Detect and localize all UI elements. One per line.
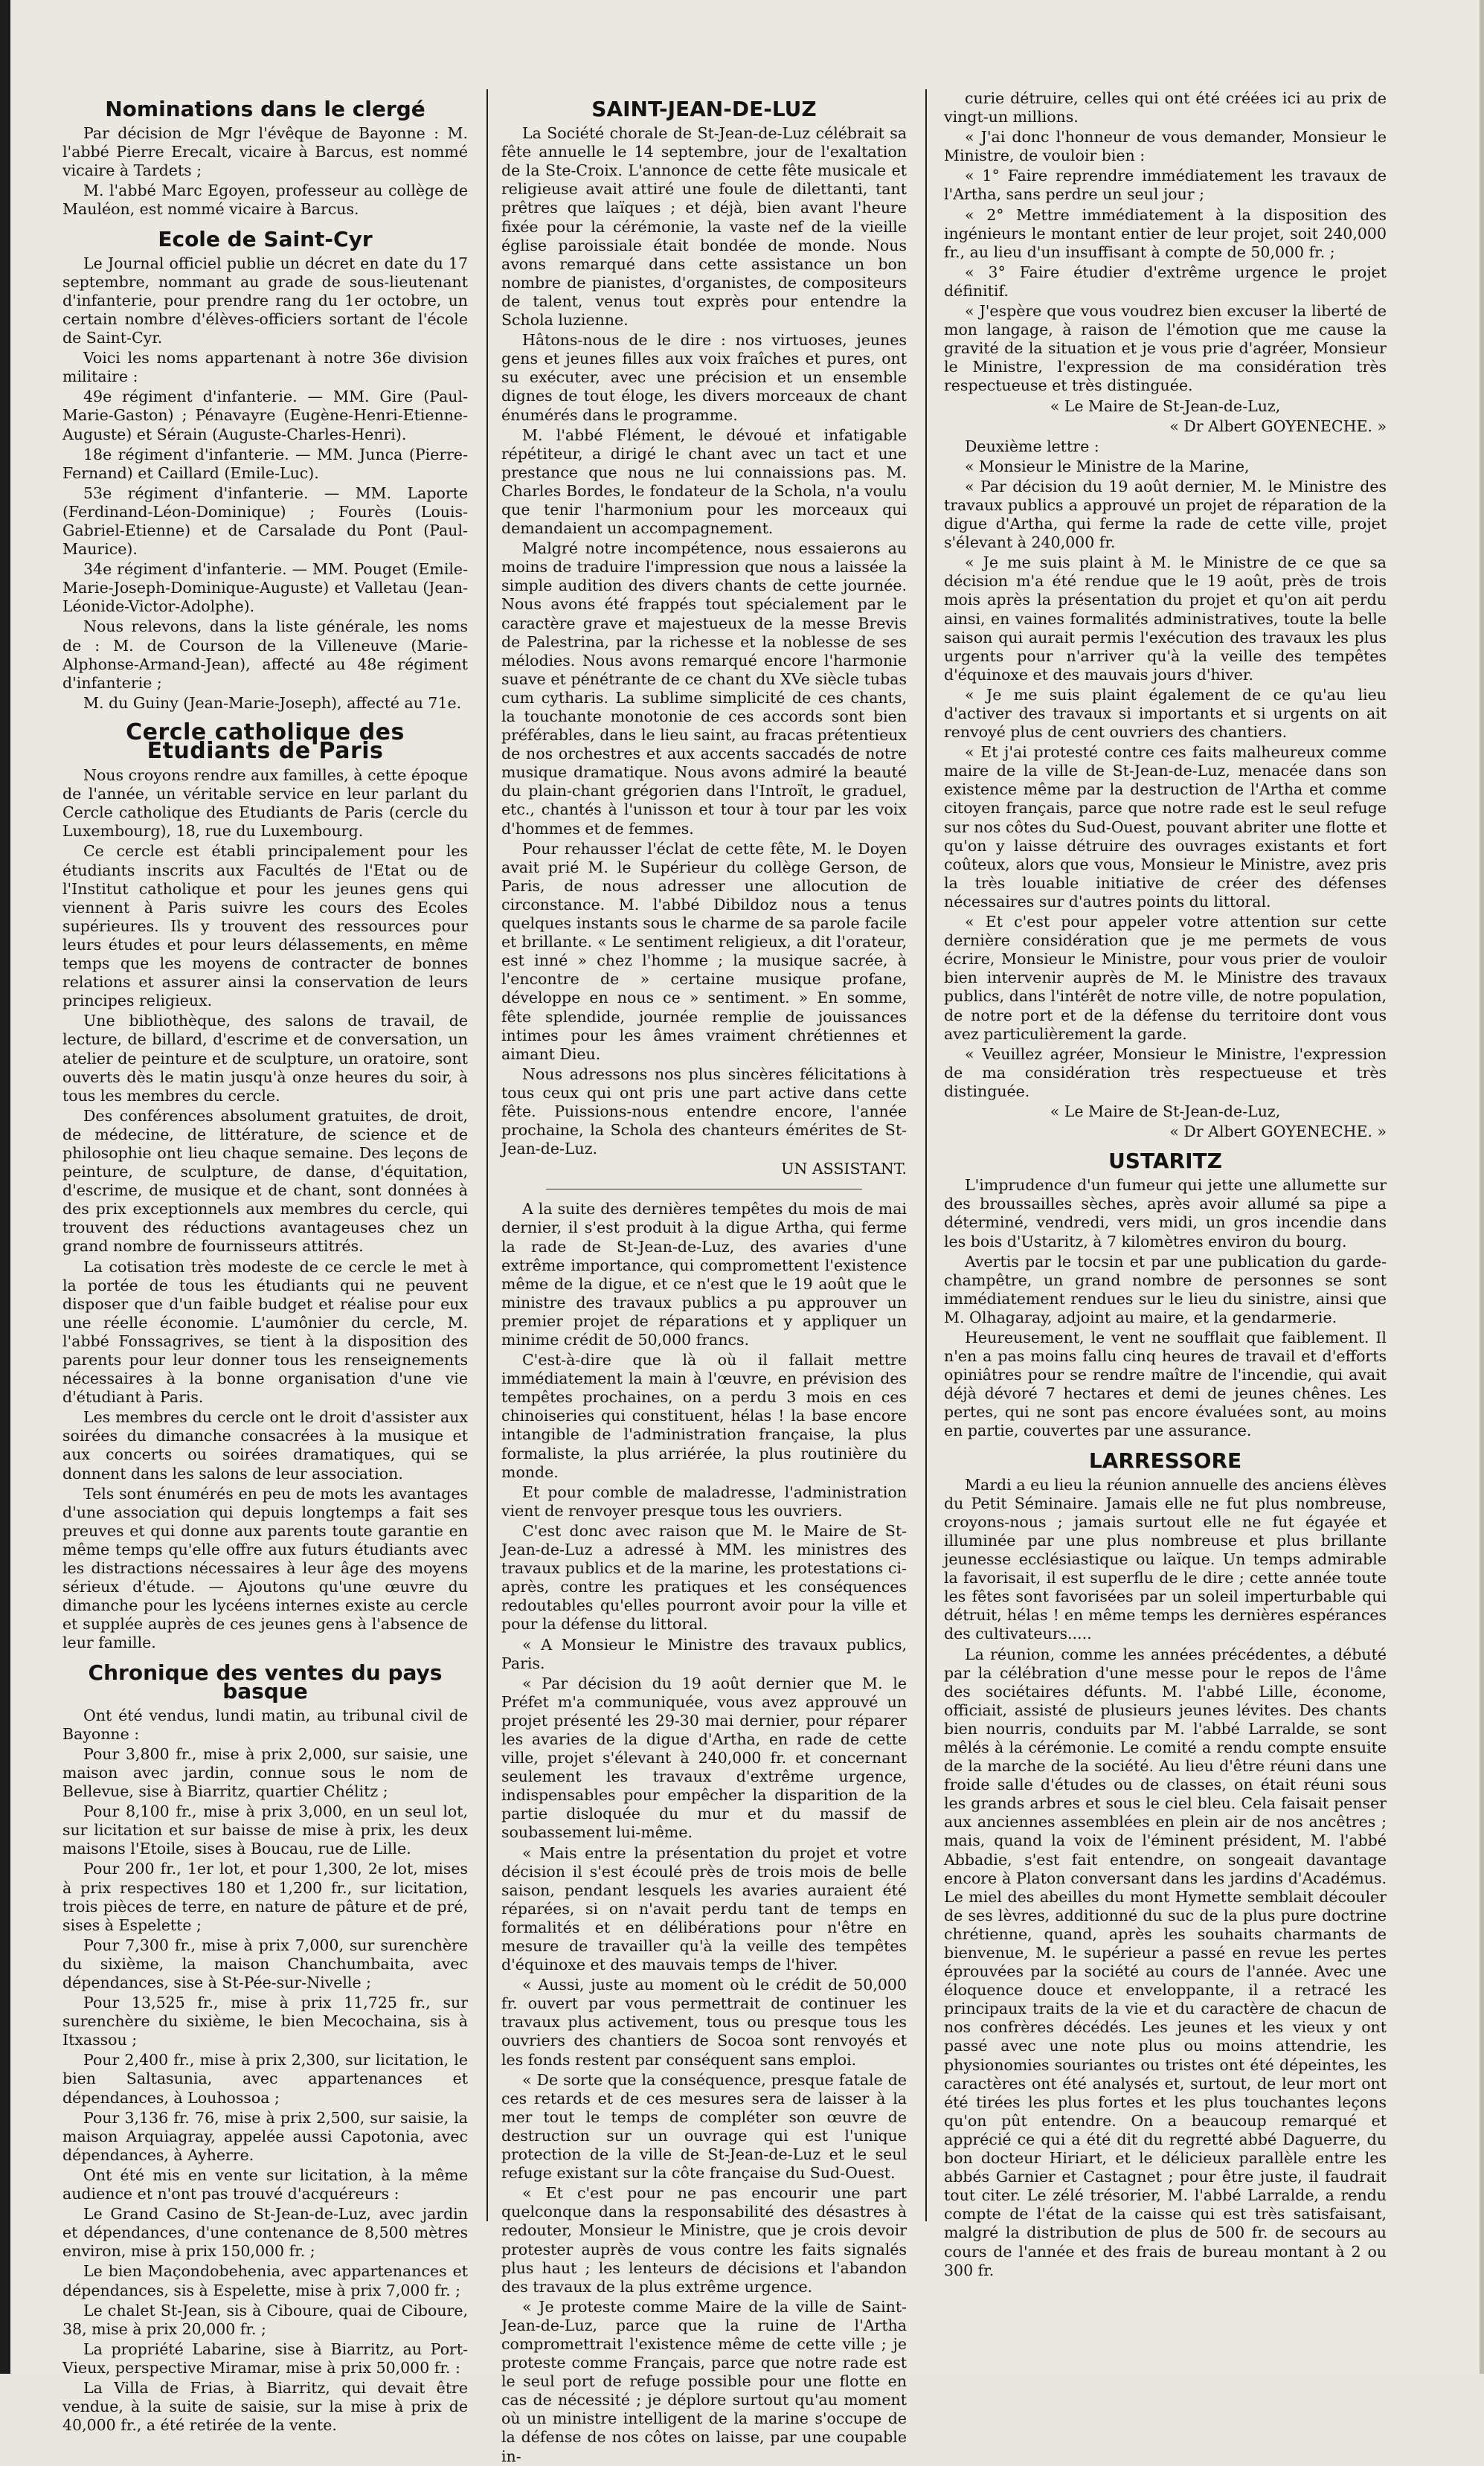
paragraph: « 2° Mettre immédiatement à la disposition des ingénieurs le montant entier de leur projet, soit 240,000 fr., au lieu d'un insuffisant à compte de 50,000 fr. ; — [944, 205, 1387, 261]
paragraph: 34e régiment d'infanterie. — MM. Pouget (Emile-Marie-Joseph-Dominique-Auguste) et Valletau (Jean-Léonide-Victor-Adolphe). — [62, 560, 468, 616]
column-rule-right — [925, 89, 927, 2221]
paragraph: Une bibliothèque, des salons de travail, de lecture, de billard, d'escrime et de conversation, un atelier de peinture et de sculpture, un oratoire, sont ouverts dès le matin jusqu'à onze heures du soir, à tous les membres du cercle. — [62, 1012, 468, 1105]
paragraph: 53e régiment d'infanterie. — MM. Laporte (Ferdinand-Léon-Dominique) ; Fourès (Louis-Gabriel-Etienne) et de Carsalade du Pont (Paul-Maurice). — [62, 484, 468, 559]
signature-name: « Dr Albert GOYENECHE. » — [1169, 1123, 1387, 1141]
paragraph: Des conférences absolument gratuites, de droit, de médecine, de littérature, de science et de philosophie ont lieu chaque semaine. Des leçons de peinture, de sculpture, de danse, d'équitation, d'escrime, de musique et de chant, sont données à des prix exceptionnels aux membres du cercle, qui trouvent des réductions avantageuses chez un grand nombre de fournisseurs attitrés. — [62, 1106, 468, 1256]
paragraph: « Et c'est pour appeler votre attention sur cette dernière considération que je me permets de vous écrire, Monsieur le Ministre, pour vous prier de vouloir bien intervenir auprès de M. le Ministre des travaux publics, dans l'intérêt de notre ville, de notre population, de notre port et de la défense du territoire dont vous avez particulièrement la garde. — [944, 913, 1387, 1043]
signature-title: « Le Maire de St-Jean-de-Luz, — [1050, 396, 1281, 415]
paragraph: « Par décision du 19 août dernier que M. le Préfet m'a communiquée, vous avez approuvé un projet présenté les 29-30 mai dernier, pour réparer les avaries de la digue d'Artha, en rade de cette ville, projet s'élevant à 240,000 fr. et concernant seulement les travaux d'extrême urgence, indispensables pour empêcher la disparition de la partie disloquée du mur et du massif de soubassement lui-même. — [501, 1674, 907, 1842]
paragraph: Ont été mis en vente sur licitation, à la même audience et n'ont pas trouvé d'acquéreurs : — [62, 2165, 468, 2203]
paragraph: Hâtons-nous de le dire : nos virtuoses, jeunes gens et jeunes filles aux voix fraîches et pures, ont su exécuter, avec une précision et un ensemble dignes de tout éloge, les divers morceaux de chant énumérés dans le programme. — [501, 331, 907, 424]
paragraph: 49e régiment d'infanterie. — MM. Gire (Paul-Marie-Gaston) ; Pénavayre (Eugène-Henri-Etienne-Auguste) et Sérain (Auguste-Charles-Henri). — [62, 388, 468, 443]
paragraph: « Et c'est pour ne pas encourir une part quelconque dans la responsabilité des désastres à redouter, Monsieur le Ministre, que je crois devoir protester auprès de vous contre les faits signalés plus haut ; les lenteurs de décisions et l'abandon des travaux de la plus extrême urgence. — [501, 2184, 907, 2296]
paragraph: Pour 2,400 fr., mise à prix 2,300, sur licitation, le bien Saltasunia, avec appartenances et dépendances, à Louhossoa ; — [62, 2051, 468, 2107]
paragraph: Les membres du cercle ont le droit d'assister aux soirées du dimanche consacrées à la musique et aux concerts ou soirées dramatiques, qui se donnent dans les salons de leur association. — [62, 1408, 468, 1483]
paragraph: M. l'abbé Marc Egoyen, professeur au collège de Mauléon, est nommé vicaire à Barcus. — [62, 182, 468, 219]
paragraph: « Par décision du 19 août dernier, M. le Ministre des travaux publics a approuvé un projet de réparation de la digue d'Artha, qui ferme la rade de cette ville, projet s'élevant à 240,000 fr. — [944, 477, 1387, 552]
paragraph: La Villa de Frias, à Biarritz, qui devait être vendue, à la suite de saisie, sur la mise à prix de 40,000 fr., a été retirée de la vente. — [62, 2378, 468, 2435]
letter-heading: « A Monsieur le Ministre des travaux publics, Paris. — [501, 1635, 907, 1672]
paragraph: « Je proteste comme Maire de la ville de Saint-Jean-de-Luz, parce que la ruine de l'Artha compromettrait l'existence même de cette ville ; je proteste comme Français, parce que notre rade est le seul port de refuge possible pour une flotte en cas de nécessité ; je déplore surtout qu'au moment où un ministre intelligent de la marine s'occupe de la défense de nos côtes on laisse, par une coupable in- — [501, 2297, 907, 2465]
paragraph: M. l'abbé Flément, le dévoué et infatigable répétiteur, a dirigé le chant avec un tact et une prestance que nous ne lui connaissions pas. M. Charles Bordes, le fondateur de la Schola, n'a voulu que tenir l'harmonium pour les morceaux qui demandaient un accompagnement. — [501, 426, 907, 538]
paragraph: Pour rehausser l'éclat de cette fête, M. le Doyen avait prié M. le Supérieur du collège Gerson, de Paris, de nous adresser une allocution de circonstance. M. l'abbé Dibildoz nous a tenus quelques instants sous le charme de sa parole facile et brillante. « Le sentiment religieux, a dit l'orateur, est inné » chez l'homme ; la musique sacrée, à l'encontre de » certaine musique profane, développe en nous ce » sentiment. » En somme, fête splendide, journée remplie de jouissances intimes pour les âmes vraiment chrétiennes et aimant Dieu. — [501, 839, 907, 1063]
paragraph: « Et j'ai protesté contre ces faits malheureux comme maire de la ville de St-Jean-de-Luz, menacée dans son existence même par la destruction de l'Artha et comme citoyen français, parce que notre rade est le seul refuge sur nos côtes du Sud-Ouest, pouvant abriter une flotte et qu'on y laisse détruire des ouvrages existants et fort coûteux, alors que vous, Monsieur le Ministre, avez pris la très louable initiative de créer des défenses nécessaires sur d'autres points du littoral. — [944, 743, 1387, 911]
paragraph: « Je me suis plaint également de ce qu'au lieu d'activer des travaux si importants et si urgents on ait renvoyé plus de cent ouvriers des chantiers. — [944, 685, 1387, 742]
paragraph: « 1° Faire reprendre immédiatement les travaux de l'Artha, sans perdre un seul jour ; — [944, 167, 1387, 204]
paragraph: Pour 200 fr., 1er lot, et pour 1,300, 2e lot, mises à prix respectives 180 et 1,200 fr., sur licitation, trois pièces de terre, en nature de pâture et de pré, sises à Espelette ; — [62, 1860, 468, 1934]
paragraph: Malgré notre incompétence, nous essaierons au moins de traduire l'impression que nous a laissée la simple audition des divers chants de cette journée. Nous avons été frappés tout spécialement par le caractère grave et majestueux de la messe Brevis de Palestrina, par la richesse et la noblesse de ses mélodies. Nous avons remarqué encore l'harmonie suave et pénétrante de ce chant du XVe siècle tubas cum cytharis. La sublime simplicité de ces chants, la touchante monotonie de ces accords sont bien préférables, dans le lieu saint, au fracas prétentieux de nos orchestres et aux accents saccadés de notre musique dramatique. Nous avons admiré la beauté du plain-chant grégorien dans l'Introït, le graduel, etc., chantés à l'unisson et tour à tour par les voix d'hommes et de femmes. — [501, 539, 907, 838]
paragraph: Et pour comble de maladresse, l'administration vient de renvoyer presque tous les ouvriers. — [501, 1483, 907, 1520]
paragraph: M. du Guiny (Jean-Marie-Joseph), affecté au 71e. — [83, 693, 462, 712]
paragraph: curie détruire, celles qui ont été créées ici au prix de vingt-un millions. — [944, 89, 1387, 126]
paragraph: « De sorte que la conséquence, presque fatale de ces retards et de ces mesures sera de laisser à la mer tout le temps de compléter son œuvre de destruction sur un ouvrage qui est l'unique protection de la ville de St-Jean-de-Luz et le seul refuge existant sur la côte française du Sud-Ouest. — [501, 2070, 907, 2183]
paragraph: Pour 3,136 fr. 76, mise à prix 2,500, sur saisie, la maison Arquiagray, appelée aussi Capotonia, avec dépendances, à Ayherre. — [62, 2108, 468, 2164]
paragraph: Avertis par le tocsin et par une publication du garde-champêtre, un grand nombre de personnes se sont immédiatement rendues sur le lieu du sinistre, ainsi que M. Olhagaray, adjoint au maire, et la gendarmerie. — [944, 1252, 1387, 1326]
paragraph: Pour 3,800 fr., mise à prix 2,000, sur saisie, une maison avec jardin, connue sous le nom de Bellevue, sise à Biarritz, quartier Chélitz ; — [62, 1744, 468, 1801]
paragraph: 18e régiment d'infanterie. — MM. Junca (Pierre-Fernand) et Caillard (Emile-Luc). — [62, 445, 468, 482]
paragraph: Pour 8,100 fr., mise à prix 3,000, en un seul lot, sur licitation et sur baisse de mise à prix, les deux maisons l'Etoile, sises à Boucau, rue de Lille. — [62, 1802, 468, 1858]
section-title-saint-jean-de-luz: SAINT-JEAN-DE-LUZ — [591, 97, 817, 121]
paragraph: Le bien Maçondobehenia, avec appartenances et dépendances, sis à Espelette, mise à prix 7,000 fr. ; — [62, 2262, 468, 2299]
paragraph: « 3° Faire étudier d'extrême urgence le projet définitif. — [944, 263, 1387, 300]
paragraph: « Veuillez agréer, Monsieur le Ministre, l'expression de ma considération très respectueuse et très distinguée. — [944, 1044, 1387, 1100]
section-title-clerge: Nominations dans le clergé — [105, 97, 425, 121]
paragraph: Nous relevons, dans la liste générale, les noms de : M. de Courson de la Villeneuve (Marie-Alphonse-Armand-Jean), affecté au 48e régiment d'infanterie ; — [62, 617, 468, 692]
signature-name: « Dr Albert GOYENECHE. » — [1169, 417, 1387, 435]
paragraph: Ce cercle est établi principalement pour les étudiants inscrits aux Facultés de l'Etat ou de l'Institut catholique et pour les jeunes gens qui viennent à Paris suivre les cours des Ecoles supérieures. Ils y trouvent des ressources pour leurs études et pour leurs délassements, en même temps que les moyens de contracter de bonnes relations et assurer ainsi la conservation de leurs principes religieux. — [62, 842, 468, 1010]
section-title-ventes: Chronique des ventes du pays basque — [88, 1660, 443, 1704]
signature: UN ASSISTANT. — [781, 1160, 907, 1178]
column-1 — [62, 89, 468, 2435]
column-2 — [501, 89, 907, 2465]
paragraph: « Mais entre la présentation du projet et votre décision il s'est écoulé près de trois mois de belle saison, pendant lesquels les avaries auraient été réparées, si on n'avait perdu tant de temps en formalités et en délibérations pour n'être en mesure de travailler qu'à la veille des tempêtes d'équinoxe et des mauvais temps de l'hiver. — [501, 1843, 907, 1974]
paragraph: Deuxième lettre : — [965, 437, 1099, 455]
paragraph: Pour 13,525 fr., mise à prix 11,725 fr., sur surenchère du sixième, le bien Mecochaina, sis à Itxassou ; — [62, 1994, 468, 2049]
paragraph: Mardi a eu lieu la réunion annuelle des anciens élèves du Petit Séminaire. Jamais elle ne fut plus nombreuse, croyons-nous ; jamais surtout elle ne fut égayée et illuminée par une plus nombreuse et plus brillante jeunesse ecclésiastique ou laïque. Un temps admirable la favorisait, il est superflu de le dire ; cette année toute les fêtes sont favorisées par un soleil imperturbable qui détruit, hélas ! en même temps les dernières espérances des cultivateurs..... — [944, 1475, 1387, 1643]
paragraph: Voici les noms appartenant à notre 36e division militaire : — [62, 349, 468, 386]
paragraph: Par décision de Mgr l'évêque de Bayonne : M. l'abbé Pierre Erecalt, vicaire à Barcus, est nommé vicaire à Tardets ; — [62, 124, 468, 180]
paragraph: La Société chorale de St-Jean-de-Luz célébrait sa fête annuelle le 14 septembre, jour de l'exaltation de la Ste-Croix. L'annonce de cette fête musicale et religieuse avait attiré une foule de dilettanti, tant prêtres que laïques ; et déjà, bien avant l'heure fixée pour la cérémonie, la vaste nef de la vieille église paroissiale était bondée de monde. Nous avons remarqué dans cette assistance un bon nombre de pianistes, d'organistes, de compositeurs de talent, venus tout exprès pour entendre la Schola luzienne. — [501, 124, 907, 330]
paragraph: « Je me suis plaint à M. le Ministre de ce que sa décision m'a été rendue que le 19 août, près de trois mois après la présentation du projet et qu'on ait perdu ainsi, en vaines formalités administratives, toute la belle saison qui aurait permis l'exécution des travaux les plus urgents pour n'arriver qu'à la veille des tempêtes d'équinoxe et des mauvais jours d'hiver. — [944, 553, 1387, 684]
paragraph: Ont été vendus, lundi matin, au tribunal civil de Bayonne : — [62, 1706, 468, 1743]
paragraph: La réunion, comme les années précédentes, a débuté par la célébration d'une messe pour le repos de l'âme des sociétaires défunts. M. l'abbé Lille, économe, officiait, assisté de plusieurs jeunes lévites. Des chants bien nourris, conduits par M. l'abbé Larralde, se sont mêlés à la cérémonie. Le comité a rendu compte ensuite de la marche de la société. Au lieu d'être réuni dans une froide salle d'études ou de classes, on était réuni sous les grands arbres et sous le ciel bleu. Cela faisait penser aux anciennes assemblées en plein air de nos ancêtres ; mais, quand la voix de l'éminent président, M. l'abbé Abbadie, s'est fait entendre, on songeait davantage encore à Platon conversant dans les jardins d'Académus. Le miel des abeilles du mont Hymette semblait découler de ses lèvres, additionné du suc de la plus pure doctrine chrétienne, quand, après les souhaits charmants de bienvenue, M. le supérieur a passé en revue les pertes éprouvées par la société au cours de l'année. Avec une éloquence douce et enveloppante, il a retracé les principaux traits de la vie et du caractère de chacun de nos confrères décédés. Les jeunes et les vieux y ont passé avec une note plus ou moins attendrie, les physionomies souriantes ou tristes ont été dépeintes, les caractères ont été analysés et, surtout, de leur mort ont été tirées les plus fortes et les plus touchantes leçons qu'on pût entendre. On a beaucoup remarqué et apprécié ce qui a été dit du regretté abbé Daguerre, du bon docteur Hiriart, et le délicieux parallèle entre les abbés Garnier et Castagnet ; pour être juste, il faudrait tout citer. Le zélé trésorier, M. l'abbé Larralde, a rendu compte de l'état de la caisse qui est très satisfaisant, malgré la distribution de plus de 500 fr. de secours au cours de l'année et des frais de bureau montant à 2 ou 300 fr. — [944, 1645, 1387, 2279]
paragraph: « J'espère que vous voudrez bien excuser la liberté de mon langage, à raison de l'émotion que me cause la gravité de la situation et je vous prie d'agréer, Monsieur le Ministre, l'expression de ma considération très respectueuse et très distinguée. — [944, 302, 1387, 395]
section-title-ustaritz: USTARITZ — [1108, 1149, 1222, 1174]
paragraph: Tels sont énumérés en peu de mots les avantages d'une association qui depuis longtemps a fait ses preuves et qui donne aux parents toute garantie en même temps qu'elle offre aux futurs étudiants avec les distractions nécessaires à leur âge des moyens sérieux d'étude. — Ajoutons qu'une œuvre du dimanche pour les lycéens internes existe au cercle et supplée auprès de ces jeunes gens à l'absence de leur famille. — [62, 1484, 468, 1652]
letter-heading: « Monsieur le Ministre de la Marine, — [965, 457, 1250, 475]
column-rule-left — [486, 89, 488, 2221]
paragraph: Le Grand Casino de St-Jean-de-Luz, avec jardin et dépendances, d'une contenance de 8,500 mètres environ, mise à prix 150,000 fr. ; — [62, 2205, 468, 2261]
section-title-saint-cyr: Ecole de Saint-Cyr — [158, 226, 373, 251]
column-3 — [944, 89, 1387, 2344]
section-title-larressore: LARRESSORE — [1088, 1448, 1242, 1473]
paragraph: Le Journal officiel publie un décret en date du 17 septembre, nommant au grade de sous-lieutenant d'infanterie, pour prendre rang du 1er octobre, un certain nombre d'élèves-officiers sortant de l'école de Saint-Cyr. — [62, 254, 468, 347]
paragraph: La cotisation très modeste de ce cercle le met à la portée de tous les étudiants qui ne peuvent disposer que d'un faible budget et réalise pour eux une réelle économie. L'aumônier du cercle, M. l'abbé Fonssagrives, se tient à la disposition des parents pour leur donner tous les renseignements nécessaires à la bonne organisation d'une vie d'étudiant à Paris. — [62, 1257, 468, 1407]
paragraph: Heureusement, le vent ne soufflait que faiblement. Il n'en a pas moins fallu cinq heures de travail et d'efforts opiniâtres pour se rendre maître de l'incendie, qui avait déjà dévoré 7 hectares et demi de jeunes chênes. Les pertes, qui ne sont pas encore évaluées sont, au moins en partie, couvertes par une assurance. — [944, 1329, 1387, 1440]
paragraph: Nous croyons rendre aux familles, à cette époque de l'année, un véritable service en leur parlant du Cercle catholique des Etudiants de Paris (cercle du Luxembourg), 18, rue du Luxembourg. — [62, 766, 468, 841]
paragraph: C'est-à-dire que là où il fallait mettre immédiatement la main à l'œuvre, en prévision des tempêtes prochaines, on a perdu 3 mois en ces chinoiseries qui constituent, hélas ! la base encore intangible de l'administration française, la plus formaliste, la plus arriérée, la plus routinière du monde. — [501, 1351, 907, 1481]
section-title-cercle: Cercle catholique des Etudiants de Paris — [126, 719, 405, 764]
paragraph: L'imprudence d'un fumeur qui jette une allumette sur des broussailles sèches, après avoir allumé sa pipe a déterminé, vendredi, vers midi, un gros incendie dans les bois d'Ustaritz, à 7 kilomètres environ du bourg. — [944, 1176, 1387, 1250]
paragraph: A la suite des dernières tempêtes du mois de mai dernier, il s'est produit à la digue Artha, qui ferme la rade de St-Jean-de-Luz, des avaries d'une extrême importance, qui compromettent l'existence même de la digue, et ce n'est que le 19 août que le ministre des travaux publics a pu approuver un premier projet de réparations et y appliquer un minime crédit de 50,000 francs. — [501, 1200, 907, 1349]
paragraph: Pour 7,300 fr., mise à prix 7,000, sur surenchère du sixième, la maison Chanchumbaita, avec dépendances, sise à St-Pée-sur-Nivelle ; — [62, 1936, 468, 1991]
paragraph: « J'ai donc l'honneur de vous demander, Monsieur le Ministre, de vouloir bien : — [944, 128, 1387, 165]
paragraph: Nous adressons nos plus sincères félicitations à tous ceux qui ont pris une part active dans cette fête. Puissions-nous entendre encore, l'année prochaine, la Schola des chanteurs émérites de St-Jean-de-Luz. — [501, 1065, 907, 1158]
paragraph: Le chalet St-Jean, sis à Ciboure, quai de Ciboure, 38, mise à prix 20,000 fr. ; — [62, 2301, 468, 2338]
paragraph: « Aussi, juste au moment où le crédit de 50,000 fr. ouvert par vous permettrait de continuer les travaux plus activement, tous ou presque tous les ouvriers des chantiers de Socoa sont renvoyés et les fonds restent par conséquent sans emploi. — [501, 1976, 907, 2069]
paragraph: C'est donc avec raison que M. le Maire de St-Jean-de-Luz a adressé à MM. les ministres des travaux publics et de la marine, les protestations ci-après, contre les pratiques et les conséquences redoutables qu'elles pourront avoir pour la ville et pour la défense du littoral. — [501, 1521, 907, 1634]
paragraph: La propriété Labarine, sise à Biarritz, au Port-Vieux, perspective Miramar, mise à prix 50,000 fr. : — [62, 2340, 468, 2377]
signature-title: « Le Maire de St-Jean-de-Luz, — [1050, 1102, 1281, 1120]
